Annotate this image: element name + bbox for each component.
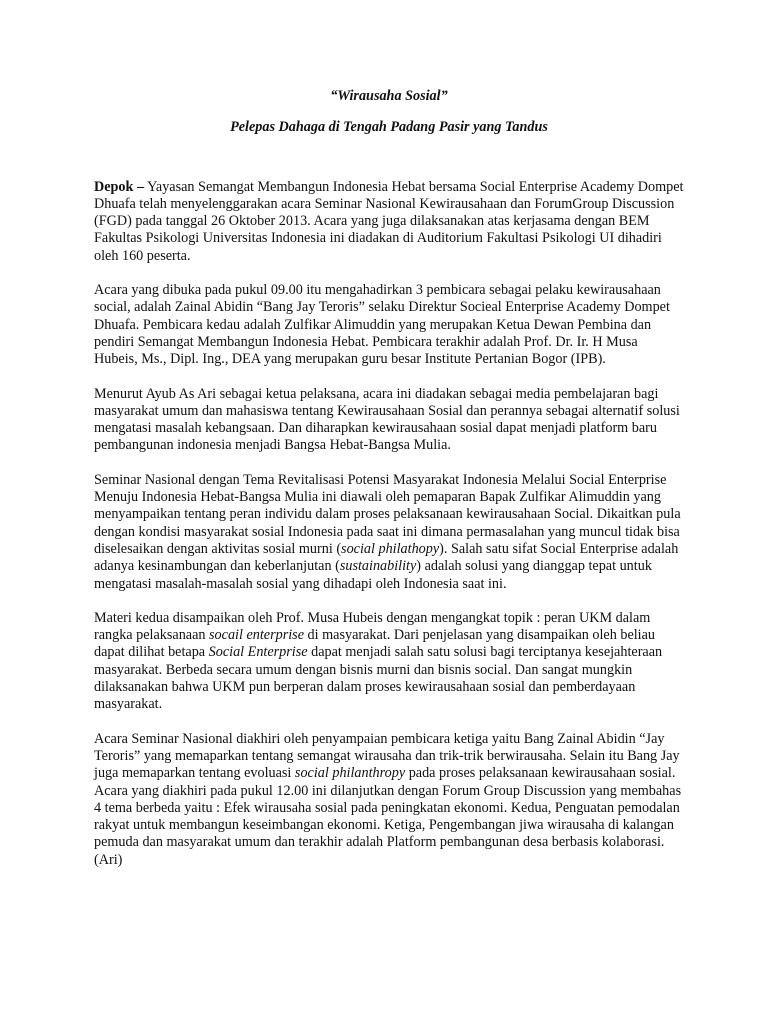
paragraph-5-italic-1: socail enterprise	[209, 627, 304, 644]
paragraph-4-italic-2: sustainability	[339, 558, 417, 575]
paragraph-4	[94, 472, 684, 593]
dateline: Depok –	[94, 178, 145, 195]
paragraph-1	[94, 179, 684, 265]
document-subtitle: Pelepas Dahaga di Tengah Padang Pasir yang Tandus	[230, 119, 548, 136]
paragraph-6-text-b: pada proses pelaksanaan kewirausahaan sosial. Acara yang diakhiri pada pukul 12.00 ini dilanjutkan dengan Forum Group Discussion yang membahas 4 tema berbeda yaitu : Efek wirausaha sosial pada peningkatan ekonomi. Kedua, Penguatan pemodalan rakyat untuk membangun keseimbangan ekonomi. Ketiga, Pengembangan jiwa wirausaha di kalangan pemuda dan masyarakat umum dan terakhir adalah Platform pembangunan desa berbasis kolaborasi. (Ari)	[94, 765, 682, 868]
paragraph-4-text-c: ) adalah solusi yang dianggap tepat untuk mengatasi masalah-masalah sosial yang dihadapi oleh Indonesia saat ini.	[94, 558, 652, 592]
paragraph-5	[94, 610, 684, 714]
paragraph-6-italic-1: social philanthropy	[294, 765, 406, 782]
paragraph-5-text-a: Materi kedua disampaikan oleh Prof. Musa Hubeis dengan mengangkat topik : peran UKM dalam rangka pelaksanaan	[94, 609, 651, 644]
paragraph-5-italic-2: Social Enterprise	[208, 644, 308, 661]
document-page	[94, 88, 684, 869]
paragraph-6-text-a: Acara Seminar Nasional diakhiri oleh penyampaian pembicara ketiga yaitu Bang Zainal Abidin “Jay Teroris” yang memaparkan tentang semangat wirausaha dan trik-trik berwirausaha. Selain itu Bang Jay juga memaparkan tentang evoluasi	[94, 730, 680, 782]
paragraph-3: Menurut Ayub As Ari sebagai ketua pelaksana, acara ini diadakan sebagai media pembelajaran bagi masyarakat umum dan mahasiswa tentang Kewirausahaan Sosial dan perannya sebagai alternatif solusi mengatasi masalah kebangsaan. Dan diharapkan kewirausahaan sosial dapat menjadi platform baru pembangunan indonesia menjadi Bangsa Hebat-Bangsa Mulia.	[94, 385, 680, 454]
paragraph-1-text: Yayasan Semangat Membangun Indonesia Hebat bersama Social Enterprise Academy Dompet Dhuafa telah menyelenggarakan acara Seminar Nasional Kewirausahaan dan ForumGroup Discussion (FGD) pada tanggal 26 Oktober 2013. Acara yang juga dilaksanakan atas kerjasama dengan BEM Fakultas Psikologi Universitas Indonesia ini diadakan di Auditorium Fakultasi Psikologi UI dihadiri oleh 160 peserta.	[94, 178, 684, 264]
paragraph-4-italic-1: social philathopy	[341, 540, 440, 557]
paragraph-5-text-b: di masyarakat. Dari penjelasan yang disampaikan oleh beliau dapat dilihat betapa	[94, 627, 656, 661]
paragraph-6	[94, 731, 684, 869]
paragraph-4-text-a: Seminar Nasional dengan Tema Revitalisasi Potensi Masyarakat Indonesia Melalui Social Enterprise Menuju Indonesia Hebat-Bangsa Mulia ini diawali oleh pemaparan Bapak Zulfikar Alimuddin yang menyampaikan tentang peran individu dalam proses pelaksanaan kewirausahaan Social. Dikaitkan pula dengan kondisi masyarakat sosial Indonesia pada saat ini dimana permasalahan yang muncul tidak bisa diselesaikan dengan aktivitas sosial murni (	[94, 471, 681, 557]
document-title: “Wirausaha Sosial”	[330, 88, 448, 104]
paragraph-4-text-b: ). Salah satu sifat Social Enterprise adalah adanya kesinambungan dan keberlanjutan (	[94, 540, 679, 575]
paragraph-2: Acara yang dibuka pada pukul 09.00 itu mengahadirkan 3 pembicara sebagai pelaku kewirausahaan social, adalah Zainal Abidin “Bang Jay Teroris” selaku Direktur Socieal Enterprise Academy Dompet Dhuafa. Pembicara kedau adalah Zulfikar Alimuddin yang merupakan Ketua Dewan Pembina dan pendiri Semangat Membangun Indonesia Hebat. Pembicara terakhir adalah Prof. Dr. Ir. H Musa Hubeis, Ms., Dipl. Ing., DEA yang merupakan guru besar Institute Pertanian Bogor (IPB).	[94, 282, 670, 368]
paragraph-5-text-c: dapat menjadi salah satu solusi bagi terciptanya kesejahteraan masyarakat. Berbeda secara umum dengan bisnis murni dan bisnis social. Dan sangat mungkin dilaksanakan bahwa UKM pun berperan dalam proses kewirausahaan sosial dan pemberdayaan masyarakat.	[94, 644, 663, 713]
